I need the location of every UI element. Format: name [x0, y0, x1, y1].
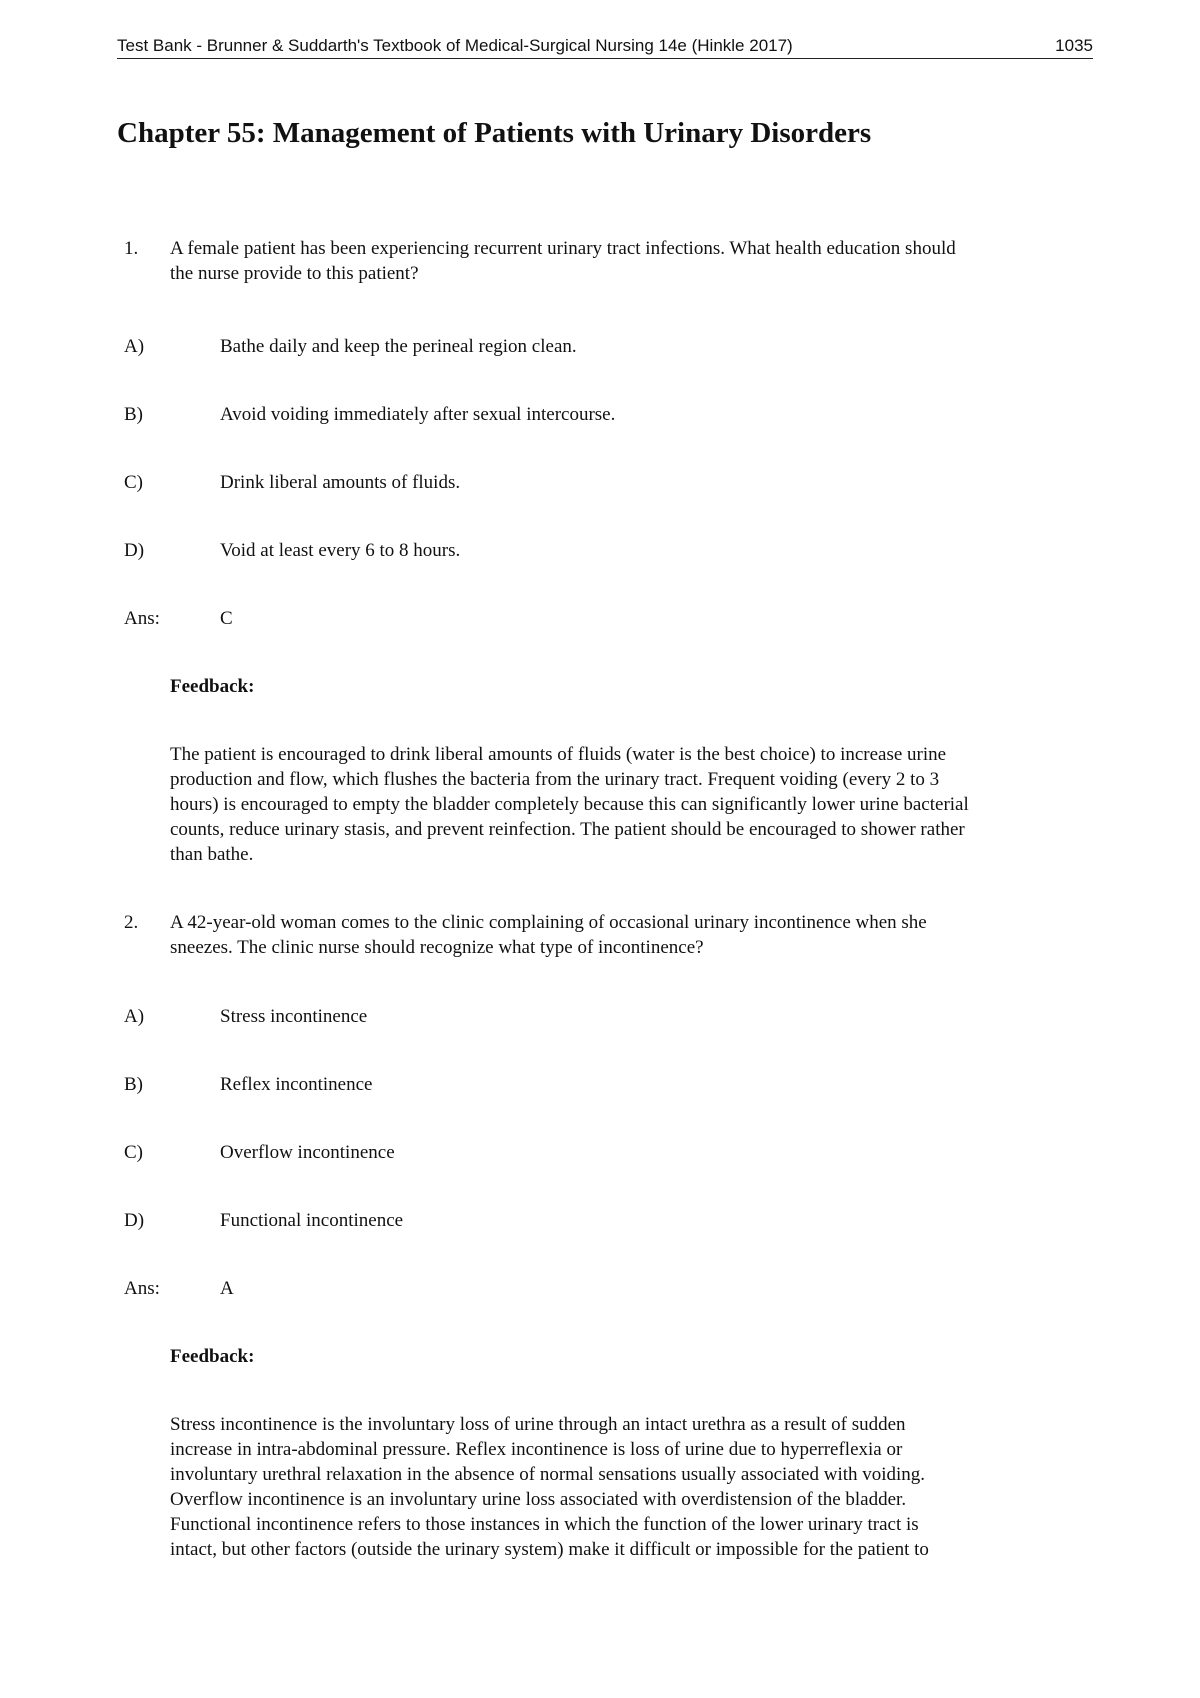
option-letter: C)	[124, 472, 143, 493]
option-letter: A)	[124, 1006, 145, 1027]
option-text: Overflow incontinence	[220, 1142, 395, 1163]
feedback-line: production and flow, which flushes the bacteria from the urinary tract. Frequent voiding (every 2 to 3	[170, 769, 940, 790]
option-letter: B)	[124, 1074, 143, 1095]
question-text-line: the nurse provide to this patient?	[170, 263, 419, 284]
feedback-line: hours) is encouraged to empty the bladder completely because this can significantly lower urine bacterial	[170, 794, 969, 815]
feedback-line: intact, but other factors (outside the urinary system) make it difficult or impossible for the patient to	[170, 1539, 929, 1560]
answer-value: A	[220, 1278, 234, 1299]
header-page-number: 1035	[1055, 36, 1093, 55]
option-letter: B)	[124, 404, 143, 425]
question-number: 1.	[124, 238, 139, 259]
feedback-text	[170, 1412, 1100, 1562]
option-letter: D)	[124, 540, 145, 561]
feedback-line: Stress incontinence is the involuntary loss of urine through an intact urethra as a result of sudden	[170, 1414, 906, 1435]
feedback-label: Feedback:	[170, 1346, 255, 1367]
feedback-line: than bathe.	[170, 844, 254, 865]
question-text-line: sneezes. The clinic nurse should recognize what type of incontinence?	[170, 937, 704, 958]
answer-value: C	[220, 608, 233, 629]
header-title: Test Bank - Brunner & Suddarth's Textbook of Medical-Surgical Nursing 14e (Hinkle 2017)	[117, 36, 793, 55]
feedback-line: involuntary urethral relaxation in the absence of normal sensations usually associated with voiding.	[170, 1464, 926, 1485]
chapter-title: Chapter 55: Management of Patients with Urinary Disorders	[117, 117, 872, 149]
option-text: Drink liberal amounts of fluids.	[220, 472, 461, 493]
feedback-label: Feedback:	[170, 676, 255, 697]
option-text: Functional incontinence	[220, 1210, 404, 1231]
page-header	[117, 35, 1093, 59]
question-number: 2.	[124, 912, 139, 933]
feedback-line: counts, reduce urinary stasis, and prevent reinfection. The patient should be encouraged to shower rather	[170, 819, 965, 840]
option-text: Avoid voiding immediately after sexual intercourse.	[220, 404, 616, 425]
answer-label: Ans:	[124, 1278, 160, 1299]
option-text: Void at least every 6 to 8 hours.	[220, 540, 461, 561]
option-text: Reflex incontinence	[220, 1074, 373, 1095]
feedback-line: Overflow incontinence is an involuntary urine loss associated with overdistension of the bladder.	[170, 1489, 907, 1510]
option-letter: A)	[124, 336, 145, 357]
question-text	[170, 236, 1100, 286]
option-letter: C)	[124, 1142, 143, 1163]
answer-label: Ans:	[124, 608, 160, 629]
question-text	[170, 910, 1100, 960]
feedback-line: increase in intra-abdominal pressure. Reflex incontinence is loss of urine due to hyperreflexia or	[170, 1439, 903, 1460]
question-text-line: A 42-year-old woman comes to the clinic complaining of occasional urinary incontinence when she	[170, 912, 927, 933]
feedback-line: Functional incontinence refers to those instances in which the function of the lower urinary tract is	[170, 1514, 919, 1535]
option-text: Bathe daily and keep the perineal region clean.	[220, 336, 577, 357]
option-letter: D)	[124, 1210, 145, 1231]
option-text: Stress incontinence	[220, 1006, 368, 1027]
feedback-text	[170, 742, 1100, 867]
feedback-line: The patient is encouraged to drink liberal amounts of fluids (water is the best choice) to increase urine	[170, 744, 947, 765]
question-text-line: A female patient has been experiencing recurrent urinary tract infections. What health education should	[170, 238, 956, 259]
